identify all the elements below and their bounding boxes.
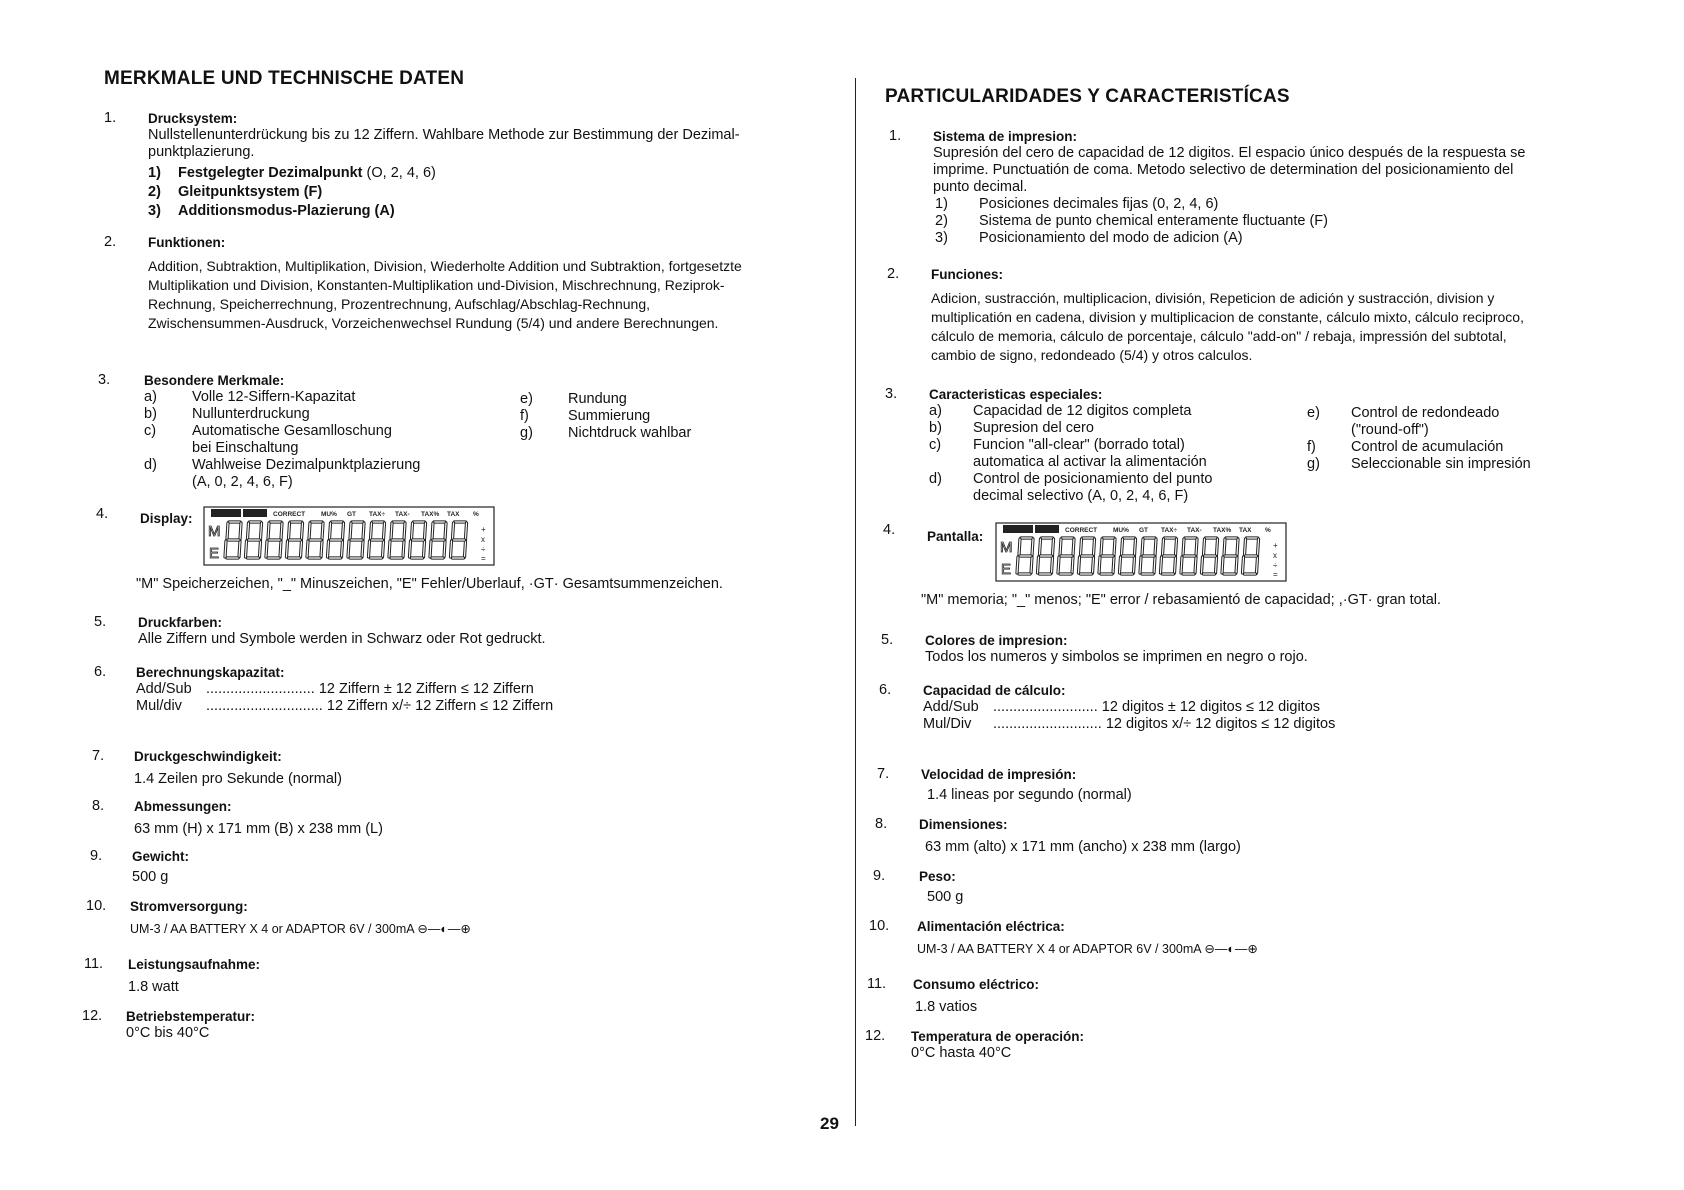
- left-section-4: [96, 506, 826, 606]
- feature-item: decimal selectivo (A, 0, 2, 4, 6, F): [973, 488, 1189, 504]
- display-legend: "M" memoria; "_" menos; "E" error / rebasamientó de capacidad; ,·GT· gran total.: [921, 592, 1442, 608]
- lcd-digit: [1243, 538, 1259, 574]
- section-text: imprime. Punctuatión de coma. Metodo selectivo de determination del posicionamiento del: [933, 162, 1514, 178]
- section-number: 11.: [867, 976, 887, 992]
- lcd-operator-column: ÷: [1273, 561, 1278, 570]
- lcd-digit: [1099, 538, 1115, 574]
- list-item: 1) Festgelegter Dezimalpunkt (O, 2, 4, 6): [148, 165, 436, 181]
- lcd-digit: [430, 522, 446, 558]
- section-number: 3.: [98, 372, 111, 388]
- section-text: multiplicatión en cadena, division y multiplicacion de constante, cálculo mixto, cálculo reciproco,: [931, 309, 1524, 325]
- section-number: 10.: [869, 918, 890, 934]
- section-text: Zwischensummen-Ausdruck, Vorzeichenwechsel Rundung (5/4) und andere Berechnungen.: [148, 315, 719, 331]
- feature-item: Volle 12-Siffern-Kapazitat: [192, 389, 356, 405]
- lcd-display-illustration: [995, 522, 1287, 582]
- section-number: 4.: [883, 522, 896, 538]
- feature-item: Control de redondeado: [1351, 405, 1500, 421]
- lcd-label: TAX%: [1213, 527, 1232, 534]
- feature-item: Wahlweise Dezimalpunktplazierung: [192, 457, 421, 473]
- lcd-digit: [245, 522, 261, 558]
- feature-item: Rundung: [568, 391, 627, 407]
- lcd-digit: [1120, 538, 1136, 574]
- section-title: Velocidad de impresión:: [921, 767, 1077, 782]
- section-text: cálculo de memoria, cálculo de porcentaje, cálculo "add-on" / rebaja, impressión del subtotal,: [931, 328, 1507, 344]
- section-title: Drucksystem:: [148, 111, 238, 126]
- lcd-label: CORRECT: [272, 511, 305, 518]
- section-number: 7.: [877, 766, 890, 782]
- lcd-label: %: [1265, 527, 1272, 534]
- lcd-label: MU%: [1113, 527, 1130, 534]
- feature-item: Control de acumulación: [1351, 439, 1504, 455]
- lcd-operator-column: =: [480, 554, 486, 563]
- left-heading: MERKMALE UND TECHNISCHE DATEN: [104, 68, 465, 89]
- lcd-digit: [389, 522, 405, 558]
- section-number: 8.: [92, 798, 105, 814]
- section-number: 10.: [86, 898, 107, 914]
- lcd-digit: [1181, 538, 1197, 574]
- section-number: 5.: [94, 614, 107, 630]
- section-text: UM-3 / AA BATTERY X 4 or ADAPTOR 6V / 300mA ⊖—◐—⊕: [130, 922, 471, 936]
- lcd-memory-marker: M: [1000, 539, 1013, 556]
- section-text: 63 mm (H) x 171 mm (B) x 238 mm (L): [134, 821, 383, 837]
- lcd-label: CORRECT: [1065, 527, 1098, 534]
- page-number: 29: [820, 1114, 839, 1133]
- feature-item: Capacidad de 12 digitos completa: [973, 403, 1192, 419]
- section-number: 9.: [873, 868, 886, 884]
- section-text: Alle Ziffern und Symbole werden in Schwarz oder Rot gedruckt.: [138, 631, 546, 647]
- section-title: Alimentación eléctrica:: [917, 919, 1065, 934]
- section-text: Adicion, sustracción, multiplicacion, división, Repeticion de adición y sustracción, division y: [931, 290, 1495, 306]
- section-title: Sistema de impresion:: [933, 129, 1078, 144]
- section-title: Temperatura de operación:: [911, 1029, 1085, 1044]
- section-text: 500 g: [927, 889, 964, 905]
- section-number: 2.: [887, 266, 900, 282]
- section-number: 6.: [879, 682, 892, 698]
- lcd-display-illustration: [203, 506, 495, 566]
- feature-item: bei Einschaltung: [192, 440, 299, 456]
- feature-item: Nichtdruck wahlbar: [568, 425, 692, 441]
- feature-item: Supresion del cero: [973, 420, 1094, 436]
- lcd-label: TAX: [446, 511, 460, 518]
- section-number: 12.: [865, 1028, 886, 1044]
- lcd-memory-marker: M: [207, 523, 221, 540]
- feature-item: Automatische Gesamlloschung: [192, 423, 392, 439]
- section-title: Abmessungen:: [134, 799, 232, 814]
- lcd-label: TAX-: [394, 511, 410, 518]
- right-heading: PARTICULARIDADES Y CARACTERISTÍCAS: [885, 86, 1290, 107]
- lcd-operator-column: x: [480, 535, 485, 544]
- lcd-operator-column: ÷: [480, 545, 485, 554]
- section-text: 63 mm (alto) x 171 mm (ancho) x 238 mm (largo): [925, 839, 1241, 855]
- section-title: Pantalla:: [927, 529, 984, 544]
- section-title: Peso:: [919, 869, 956, 884]
- feature-item: Funcion "all-clear" (borrado total): [973, 437, 1185, 453]
- lcd-digit: [1202, 538, 1218, 574]
- lcd-label: %: [472, 511, 479, 518]
- lcd-label: TAX÷: [368, 511, 385, 518]
- lcd-error-marker: E: [1001, 561, 1012, 578]
- capacity-row: Mul/Div ........................... 12 digitos x/÷ 12 digitos ≤ 12 digitos: [923, 716, 1336, 732]
- lcd-digit: [1222, 538, 1238, 574]
- section-text: punktplazierung.: [148, 144, 255, 160]
- section-number: 11.: [84, 956, 104, 972]
- capacity-row: Add/Sub ........................... 12 Ziffern ± 12 Ziffern ≤ 12 Ziffern: [136, 681, 534, 697]
- feature-item: Seleccionable sin impresión: [1351, 456, 1531, 472]
- section-title: Consumo eléctrico:: [913, 977, 1040, 992]
- section-title: Betriebstemperatur:: [126, 1009, 256, 1024]
- section-text: Addition, Subtraktion, Multiplikation, Division, Wiederholte Addition und Subtraktion, fortgesetzte: [148, 258, 742, 274]
- lcd-digit: [327, 522, 343, 558]
- feature-item: automatica al activar la alimentación: [973, 454, 1207, 470]
- section-text: 0°C bis 40°C: [126, 1025, 210, 1041]
- capacity-row: Add/Sub .......................... 12 digitos ± 12 digitos ≤ 12 digitos: [923, 699, 1321, 715]
- list-item: Sistema de punto chemical enteramente fluctuante (F): [979, 213, 1328, 229]
- lcd-label: TAX÷: [1161, 527, 1178, 534]
- section-title: Stromversorgung:: [130, 899, 248, 914]
- section-number: 8.: [875, 816, 888, 832]
- section-text: 500 g: [132, 869, 169, 885]
- section-number: 2.: [104, 234, 117, 250]
- section-number: 6.: [94, 664, 107, 680]
- section-text: Multiplikation und Division, Konstanten-Multiplikation und-Division, Mischrechnung, Reziprok-: [148, 277, 725, 293]
- left-section-3: 3. Besondere Merkmale: a) Volle 12-Siffern-Kapazitat b) Nullunterdruckung c) Automatische Gesamlloschung bei Einschaltung d) Wahlweise Dezimalpunktplazierung (A, 0, 2, 4, 6, F) e) Rundung f) Summierung g) Nichtdruck wahlbar: [98, 372, 818, 492]
- capacity-row: Mul/div ............................. 12 Ziffern x/÷ 12 Ziffern ≤ 12 Ziffern: [136, 698, 554, 714]
- feature-item: Control de posicionamiento del punto: [973, 471, 1213, 487]
- feature-item: (A, 0, 2, 4, 6, F): [192, 474, 293, 490]
- section-text: 1.4 Zeilen pro Sekunde (normal): [134, 771, 342, 787]
- list-item: Posiciones decimales fijas (0, 2, 4, 6): [979, 196, 1219, 212]
- section-title: Druckgeschwindigkeit:: [134, 749, 282, 764]
- lcd-digit: [409, 522, 425, 558]
- section-title: Funciones:: [931, 267, 1004, 282]
- lcd-digit: [307, 522, 323, 558]
- lcd-label: TAX%: [420, 511, 439, 518]
- lcd-label: GT: [1139, 527, 1149, 534]
- lcd-indicator-block: [211, 509, 241, 517]
- section-text: 1.8 watt: [128, 979, 179, 995]
- lcd-digit: [266, 522, 282, 558]
- lcd-label: TAX: [1239, 527, 1252, 534]
- list-item: 2) Gleitpunktsystem (F): [148, 184, 323, 200]
- lcd-label: TAX-: [1187, 527, 1202, 534]
- list-item: Posicionamiento del modo de adicion (A): [979, 230, 1243, 246]
- section-text: 1.4 lineas por segundo (normal): [927, 787, 1132, 803]
- lcd-digit: [1017, 538, 1033, 574]
- lcd-indicator-block: [1035, 525, 1059, 533]
- lcd-operator-column: +: [1273, 541, 1278, 550]
- section-number: 1.: [104, 110, 117, 126]
- section-text: cambio de signo, redondeado (5/4) y otros calculos.: [931, 347, 1253, 363]
- lcd-digit: [348, 522, 364, 558]
- section-text: punto decimal.: [933, 179, 1028, 195]
- list-item: 3) Additionsmodus-Plazierung (A): [148, 203, 395, 219]
- lcd-digit: [1140, 538, 1156, 574]
- lcd-digit: [1161, 538, 1177, 574]
- lcd-digit: [1079, 538, 1095, 574]
- lcd-digit: [368, 522, 384, 558]
- section-title: Druckfarben:: [138, 615, 223, 630]
- feature-item: Summierung: [568, 408, 651, 424]
- section-title: Colores de impresion:: [925, 633, 1068, 648]
- section-title: Gewicht:: [132, 849, 190, 864]
- lcd-operator-column: +: [480, 525, 486, 534]
- section-number: 5.: [881, 632, 894, 648]
- section-number: 4.: [96, 506, 109, 522]
- lcd-digit: [1038, 538, 1054, 574]
- section-number: 3.: [885, 386, 898, 402]
- lcd-label: GT: [346, 511, 356, 518]
- right-section-3: 3. Caracteristicas especiales: a) Capacidad de 12 digitos completa b) Supresion del cero c) Funcion "all-clear" (borrado total) automatica al activar la alimentación d) Control de posicionamiento del punto decimal selectivo (A, 0, 2, 4, 6, F) e) Control de redondeado ("round-off") f) Control de acumulación g) Seleccionable sin impresión: [885, 386, 1675, 510]
- lcd-indicator-block: [1003, 525, 1033, 533]
- lcd-operator-column: =: [1273, 570, 1278, 579]
- feature-item: ("round-off"): [1351, 422, 1429, 438]
- section-text: Nullstellenunterdrückung bis zu 12 Ziffern. Wahlbare Methode zur Bestimmung der Dezimal-: [148, 127, 740, 143]
- section-number: 7.: [92, 748, 105, 764]
- section-text: 0°C hasta 40°C: [911, 1045, 1012, 1061]
- section-number: 1.: [889, 128, 902, 144]
- column-divider: [855, 78, 856, 1126]
- lcd-digit: [1058, 538, 1074, 574]
- display-legend: "M" Speicherzeichen, "_" Minuszeichen, "E" Fehler/Uberlauf, ·GT· Gesamtsummenzeichen.: [136, 576, 723, 592]
- section-text: UM-3 / AA BATTERY X 4 or ADAPTOR 6V / 300mA ⊖—◐—⊕: [917, 942, 1258, 956]
- section-title: Dimensiones:: [919, 817, 1008, 832]
- lcd-digit: [450, 522, 466, 558]
- lcd-error-marker: E: [208, 545, 219, 562]
- section-number: 9.: [90, 848, 103, 864]
- section-number: 12.: [82, 1008, 103, 1024]
- section-title: Besondere Merkmale:: [144, 373, 285, 388]
- lcd-digit: [286, 522, 302, 558]
- section-title: Display:: [140, 511, 193, 526]
- lcd-indicator-block: [243, 509, 267, 517]
- section-title: Capacidad de cálculo:: [923, 683, 1066, 698]
- section-text: Todos los numeros y simbolos se imprimen en negro o rojo.: [925, 649, 1308, 665]
- lcd-operator-column: x: [1273, 551, 1278, 560]
- feature-item: Nullunterdruckung: [192, 406, 310, 422]
- lcd-label: MU%: [320, 511, 337, 518]
- section-title: Funktionen:: [148, 235, 226, 250]
- section-title: Berechnungskapazitat:: [136, 665, 285, 680]
- section-text: 1.8 vatios: [915, 999, 978, 1015]
- right-section-4: [883, 522, 1673, 628]
- section-text: Rechnung, Speicherrechnung, Prozentrechnung, Aufschlag/Abschlag-Rechnung,: [148, 296, 650, 312]
- lcd-digit: [225, 522, 241, 558]
- section-title: Caracteristicas especiales:: [929, 387, 1103, 402]
- section-title: Leistungsaufnahme:: [128, 957, 261, 972]
- section-text: Supresión del cero de capacidad de 12 digitos. El espacio único después de la respuesta se: [933, 145, 1526, 161]
